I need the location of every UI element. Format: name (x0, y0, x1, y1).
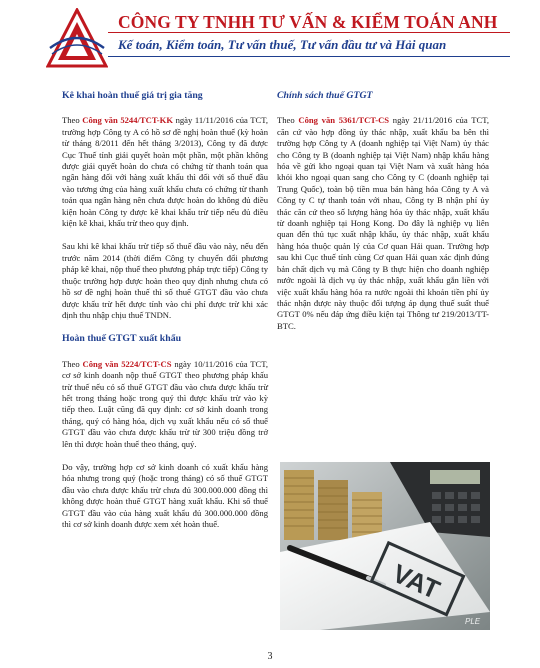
text: Theo (277, 115, 299, 126)
section-title-export-vat-refund: Hoàn thuế GTGT xuất khẩu (62, 333, 182, 345)
official-letter-ref: Công văn 5244/TCT-KK (82, 115, 174, 126)
paragraph: Do vậy, trường hợp cơ sở kinh doanh có xuất khẩu hàng hóa nhưng trong quý (hoặc trong tháng) có số thuế GTGT đầu vào chưa được khấu trừ chưa đủ 300.000.000 đồng thì không được hoàn thuế GTGT hàng xuất khẩu. Khi số thuế GTGT đầu vào của hàng xuất khẩu đủ 300.000.000 đồng thì cơ sở kinh doanh được xem xét hoàn thuế. (62, 461, 268, 529)
text: Theo (62, 115, 83, 126)
svg-text:PLE: PLE (465, 617, 481, 626)
section-title-vat-refund-declaration: Kê khai hoàn thuế giá trị gia tăng (62, 90, 203, 101)
svg-text:VAT: VAT (388, 557, 445, 605)
vat-photo-icon (280, 462, 490, 630)
text: ngày 11/11/2016 của TCT, trường hợp Công ty A có hồ sơ đề nghị hoàn thuế (kỳ hoàn từ tháng 8/2011 đến hết tháng 3/2013), Công ty đã được Cục Thuế tỉnh giải quyết hoàn một phần, một phần không được giải quyết hoàn do chưa có chứng từ thanh toán qua ngân hàng đối với hàng xuất khẩu thì đối với số thuế đầu vào tương ứng của hàng xuất khẩu chưa có chứng từ thanh toán qua ngân hàng nên chưa được hoàn do không đủ điều kiện hoàn Công ty được kê khai khấu trừ tiếp nếu đủ điều kiện kê khai, khấu trừ theo quy định. (62, 115, 269, 229)
vat-illustration-photo (280, 462, 490, 630)
paragraph (277, 115, 489, 332)
official-letter-ref: Công văn 5224/TCT-CS (82, 358, 172, 369)
paragraph (62, 359, 268, 450)
official-letter-ref: Công văn 5361/TCT-CS (298, 115, 390, 126)
letterhead (0, 0, 540, 78)
company-name: CÔNG TY TNHH TƯ VẤN & KIỂM TOÁN ANH (118, 12, 498, 32)
text: ngày 21/11/2016 của TCT, căn cứ vào hợp đồng ủy thác nhập, xuất khẩu ba bên thì trường hợp Công ty A (doanh nghiệp tại Việt Nam) ủy thác cho Công ty B (doanh nghiệp tại Việt Nam) nhập khẩu hàng hóa về gửi kho ngoại quan tại Việt Nam và xuất hàng hóa khỏi kho ngoại quan sang cho Công ty C (doanh nghiệp tại Trung Quốc), toàn bộ tiền mua bán hàng hóa Công ty A và Công ty C tự thanh toán với nhau, Công ty B nhận phí ủy thác căn cứ theo số lượng hàng hóa ủy thác nhập, xuất khẩu từ doanh nghiệp tại Hong Kong. Do đây là nghiệp vụ liên quan đến thủ tục xuất nhập khẩu, ủy thác nhập, xuất khẩu hàng hóa thuộc quản lý của Cơ quan Hải quan. Trường hợp sau khi Cục thuế tỉnh cùng Cơ quan Hải quan xác định đúng bản chất dịch vụ mà Công ty B thực hiện cho doanh nghiệp nước ngoài là dịch vụ ủy thác nhập, xuất khẩu gắn liền với việc xuất khẩu hàng hóa ra nước ngoài thì khoản tiền phí ủy thác nhận được này thuộc đối tượng áp dụng thuế suất thuế GTGT 0% nếu đáp ứng điều kiện tại Thông tư 219/2013/TT-BTC. (277, 115, 489, 331)
paragraph: Sau khi kê khai khấu trừ tiếp số thuế đầu vào này, nếu đến trước năm 2014 (thời điểm Công ty chuyển đổi phương pháp kê khai, nộp thuế theo phương pháp trực tiếp) Công ty thuộc trường hợp được hoàn theo quy định nhưng chưa có hồ sơ đề nghị hoàn thuế thì số thuế GTGT đầu vào chưa được khấu trừ hết được tính vào chi phí được trừ khi xác định thu nhập chịu thuế TNDN. (62, 241, 268, 320)
text: ngày 10/11/2016 của TCT, cơ sở kinh doanh nộp thuế GTGT theo phương pháp khấu trừ thuế nếu có số thuế GTGT đầu vào chưa được khấu trừ hết trong tháng hoặc trong quý thì được khấu trừ vào kỳ tiếp theo. Luật cũng đã quy định: cơ sở kinh doanh trong tháng, quý có hàng hóa, dịch vụ xuất khẩu nếu có số thuế GTGT đầu vào chưa được khấu trừ từ 300 triệu đồng trở lên thì được hoàn thuế theo tháng, quý. (62, 358, 268, 449)
header-rule-blue (108, 56, 510, 57)
right-column (277, 90, 489, 344)
company-tagline: Kế toán, Kiểm toán, Tư vấn thuế, Tư vấn đầu tư và Hải quan (118, 37, 447, 52)
paragraph (62, 115, 268, 229)
page-number: 3 (267, 651, 273, 662)
section-title-vat-policy: Chính sách thuế GTGT (277, 90, 373, 101)
header-rule-red (108, 32, 510, 33)
text: Theo (62, 358, 83, 369)
company-logo-icon (46, 8, 108, 70)
left-column (62, 90, 268, 542)
